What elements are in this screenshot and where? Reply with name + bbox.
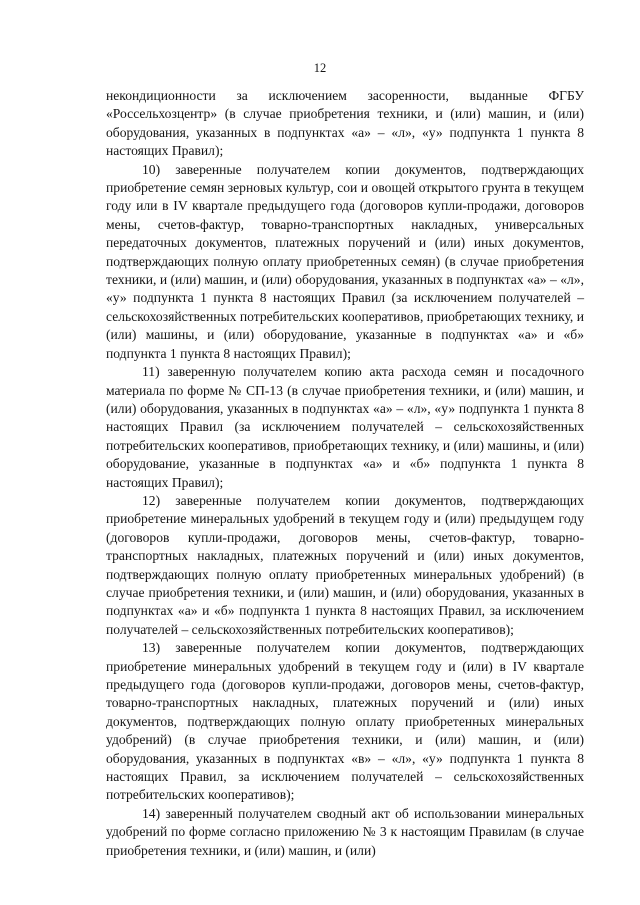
paragraph-item-14: 14) заверенный получателем сводный акт об использовании минеральных удобрений по форме согласно приложению № 3 к настоящим Правилам (в случае приобретения техники, и (или) машин, и (или) (106, 805, 584, 858)
paragraph-item-11: 11) заверенную получателем копию акта расхода семян и посадочного материала по форме № СП-13 (в случае приобретения техники, и (или) машин, и (или) оборудования, указанных в подпунктах «а» – «л», «у» подпункта 1 пункта 8 настоящих Правил (за исключением получателей – сельскохозяйственных потребительских кооперативов, приобретающих технику, и (или) машины, и (или) оборудование, указанные в подпунктах «а» и «б» подпункта 1 пункта 8 настоящих Правил); (106, 364, 584, 490)
paragraph-item-10: 10) заверенные получателем копии документов, подтверждающих приобретение семян зерновых культур, сои и овощей открытого грунта в текущем году или в IV квартале предыдущего года (договоров купли-продажи, договоров мены, счетов-фактур, товарно-транспортных накладных, универсальных передаточных документов, платежных поручений и (или) иных документов, подтверждающих полную оплату приобретенных семян) (в случае приобретения техники, и (или) машин, и (или) оборудования, указанных в подпунктах «а» – «л», «у» подпункта 1 пункта 8 настоящих Правил (за исключением получателей – сельскохозяйственных потребительских кооперативов, приобретающих технику, и (или) машины, и (или) оборудование, указанные в подпунктах «а» и «б» подпункта 1 пункта 8 настоящих Правил); (106, 161, 584, 361)
paragraph-continuation: некондиционности за исключением засоренности, выданные ФГБУ «Россельхозцентр» (в случае приобретения техники, и (или) машин, и (или) оборудования, указанных в подпунктах «а» – «л», «у» подпункта 1 пункта 8 настоящих Правил); (106, 88, 584, 159)
document-body (106, 87, 584, 860)
paragraph-item-13: 13) заверенные получателем копии документов, подтверждающих приобретение минеральных удобрений в текущем году и (или) в IV квартале предыдущего года (договоров купли-продажи, договоров мены, счетов-фактур, товарно-транспортных накладных, платежных поручений и (или) иных документов, подтверждающих полную оплату приобретенных минеральных удобрений) (в случае приобретения техники, и (или) машин, и (или) оборудования, указанных в подпунктах «в» – «л», «у» подпункта 1 пункта 8 настоящих Правил, за исключением получателей – сельскохозяйственных потребительских кооперативов); (106, 640, 584, 803)
page-number: 12 (313, 61, 327, 75)
paragraph-item-12: 12) заверенные получателем копии документов, подтверждающих приобретение минеральных удобрений в текущем году и (или) предыдущем году (договоров купли-продажи, договоров мены, счетов-фактур, товарно-транспортных накладных, платежных поручений и (или) иных документов, подтверждающих полную оплату приобретенных минеральных удобрений) (в случае приобретения техники, и (или) машин, и (или) оборудования, указанных в подпунктах «а» и «б» подпункта 1 пункта 8 настоящих Правил, за исключением получателей – сельскохозяйственных потребительских кооперативов); (106, 492, 584, 637)
